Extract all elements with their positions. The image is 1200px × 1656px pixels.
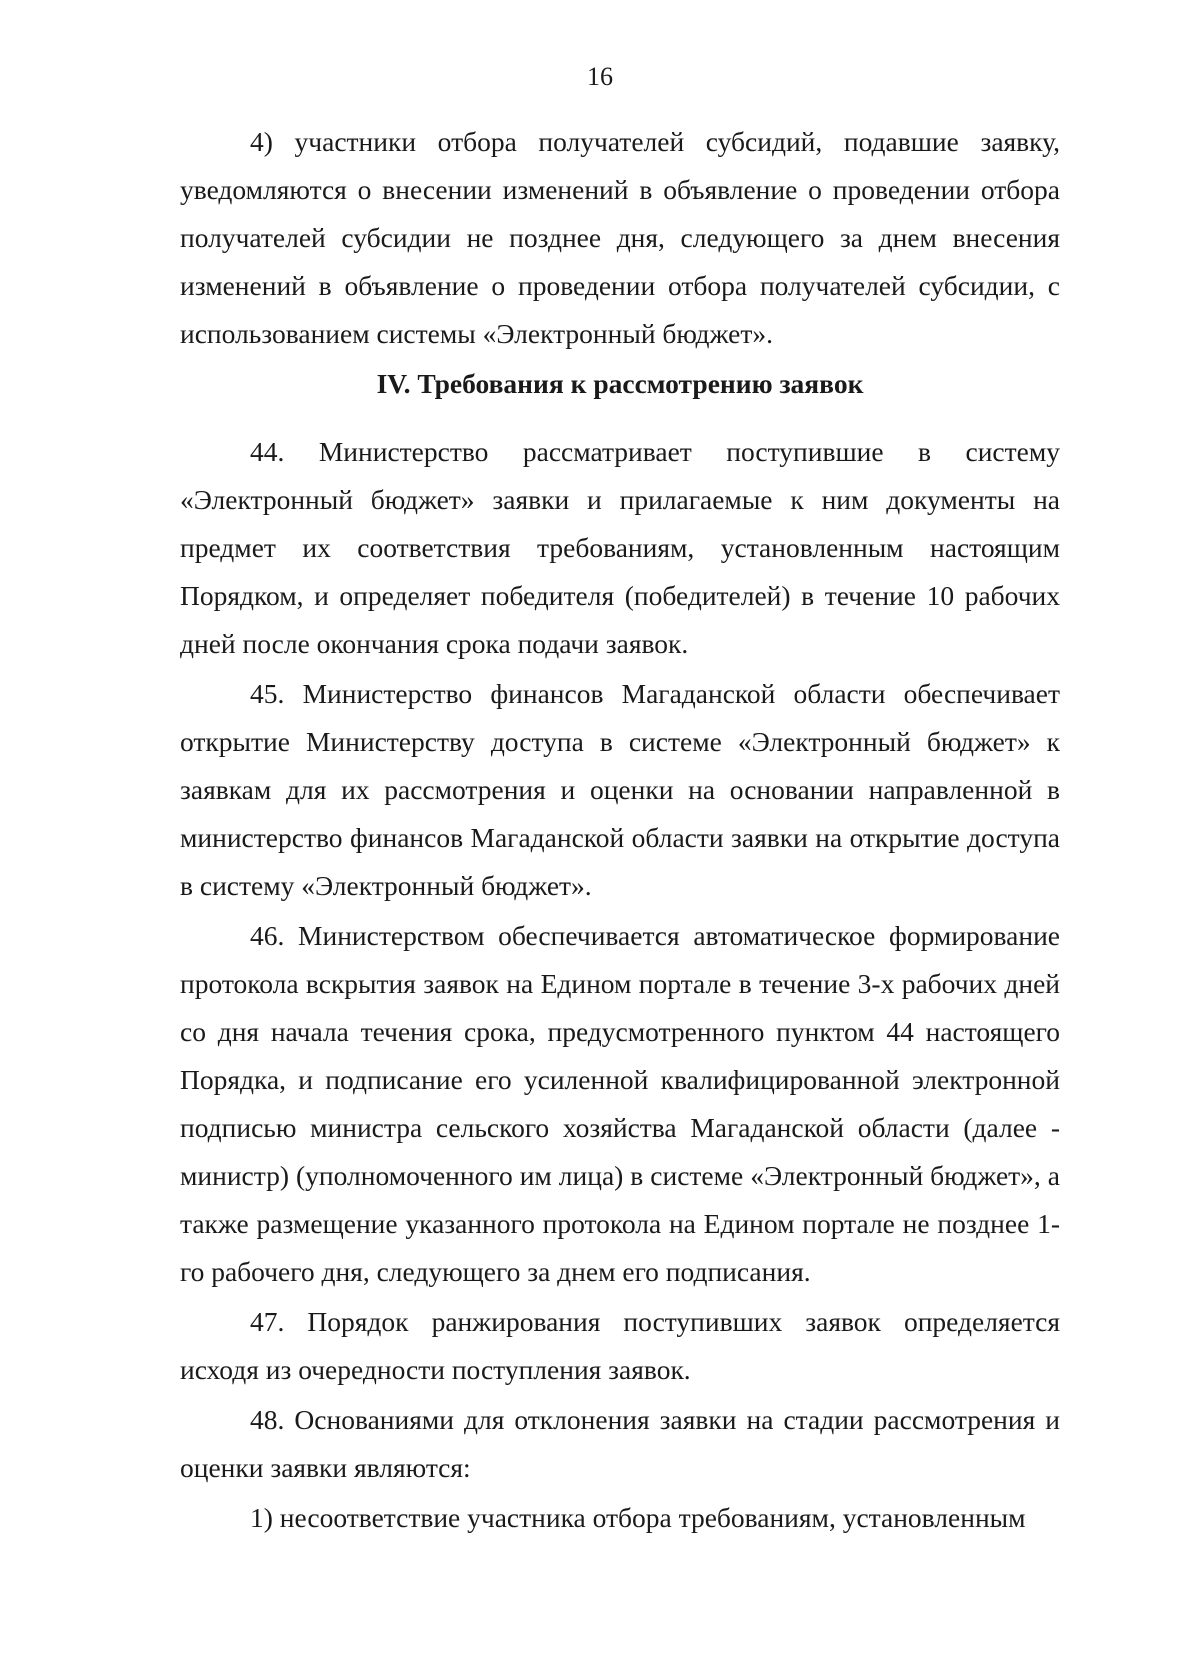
paragraph-48: 48. Основаниями для отклонения заявки на стадии рассмотрения и оценки заявки являются: <box>180 1404 1060 1483</box>
paragraph-47: 47. Порядок ранжирования поступивших заявок определяется исходя из очередности поступления заявок. <box>180 1306 1060 1385</box>
paragraph-46: 46. Министерством обеспечивается автоматическое формирование протокола вскрытия заявок на Едином портале в течение 3-х рабочих дней со дня начала течения срока, предусмотренного пунктом 44 настоящего Порядка, и подписание его усиленной квалифицированной электронной подписью министра сельского хозяйства Магаданской области (далее - министр) (уполномоченного им лица) в системе «Электронный бюджет», а также размещение указанного протокола на Едином портале не позднее 1-го рабочего дня, следующего за днем его подписания. <box>180 920 1060 1287</box>
page-number: 16 <box>587 62 613 91</box>
paragraph-45: 45. Министерство финансов Магаданской области обеспечивает открытие Министерству доступа в системе «Электронный бюджет» к заявкам для их рассмотрения и оценки на основании направленной в министерство финансов Магаданской области заявки на открытие доступа в систему «Электронный бюджет». <box>180 678 1060 901</box>
section-title: IV. Требования к рассмотрению заявок <box>376 368 864 399</box>
paragraph-item-4: 4) участники отбора получателей субсидий, подавшие заявку, уведомляются о внесении изменений в объявление о проведении отбора получателей субсидии не позднее дня, следующего за днем внесения изменений в объявление о проведении отбора получателей субсидии, с использованием системы «Электронный бюджет». <box>180 126 1060 349</box>
paragraph-44: 44. Министерство рассматривает поступившие в систему «Электронный бюджет» заявки и прилагаемые к ним документы на предмет их соответствия требованиям, установленным настоящим Порядком, и определяет победителя (победителей) в течение 10 рабочих дней после окончания срока подачи заявок. <box>180 436 1060 659</box>
paragraph-48-item-1: 1) несоответствие участника отбора требованиям, установленным <box>250 1502 1026 1533</box>
document-body <box>180 118 1060 1542</box>
